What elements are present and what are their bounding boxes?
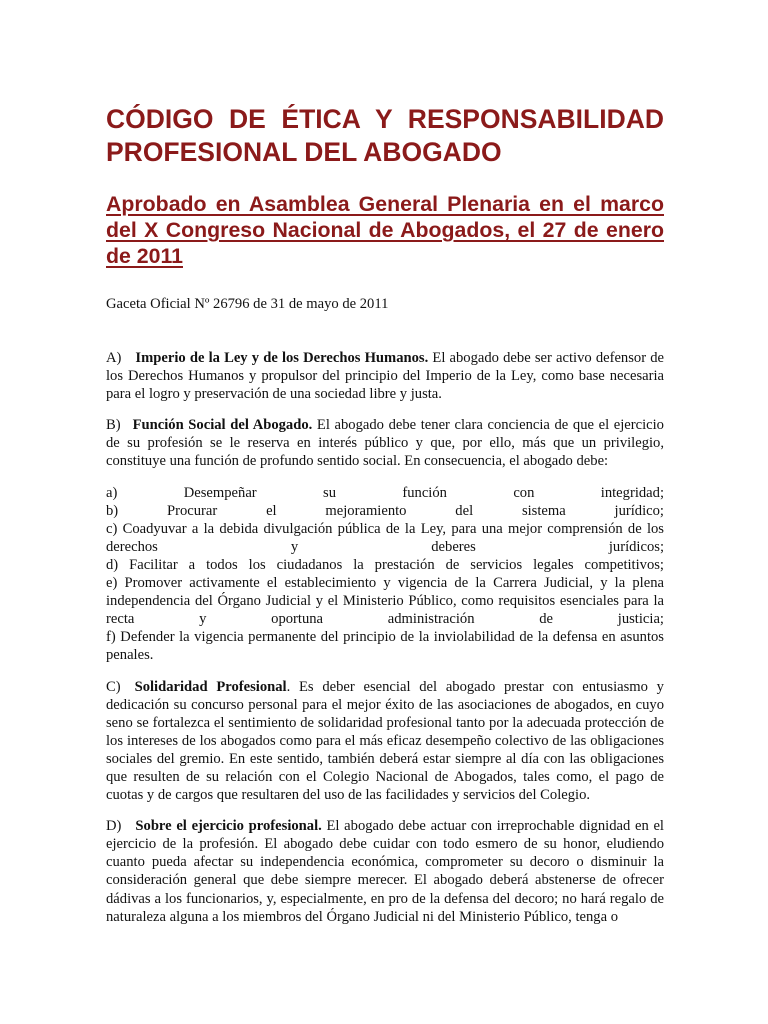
list-item-e [106, 574, 664, 628]
list-item-f-text: Defender la vigencia permanente del principio de la inviolabilidad de la defensa en asuntos penales. [106, 629, 664, 664]
section-b [106, 416, 664, 470]
section-a-heading: Imperio de la Ley y de los Derechos Humanos. [135, 350, 429, 366]
list-item-d-letter: d) [106, 556, 119, 573]
list-item-b [106, 502, 664, 520]
list-item-b-text: Procurar el mejoramiento del sistema jurídico; [167, 502, 664, 519]
section-d [106, 817, 664, 926]
list-item-c [106, 520, 664, 556]
section-b-list [106, 484, 664, 665]
section-a-letter: A) [106, 350, 122, 366]
document-title: CÓDIGO DE ÉTICA Y RESPONSABILIDAD PROFESIONAL DEL ABOGADO [106, 104, 664, 167]
section-b-letter: B) [106, 417, 121, 434]
section-b-heading: Función Social del Abogado. [132, 417, 313, 434]
list-item-d [106, 556, 664, 574]
list-item-a-text: Desempeñar su función con integridad; [183, 484, 664, 501]
section-c [106, 678, 664, 805]
section-d-body: El abogado debe actuar con irreprochable dignidad en el ejercicio de la profesión. El abogado debe cuidar con todo esmero de su honor, eludiendo cuanto pueda afectar su independencia económica, comprometer su decoro o disminuir la consideración general que debe siempre merecer. El abogado deberá abstenerse de ofrecer dádivas a los funcionarios, y, especialmente, en pro de la defensa del decoro; no hará regalo de naturaleza alguna a los miembros del Órgano Judicial ni del Ministerio Público, tenga o [106, 818, 664, 925]
section-c-heading: Solidaridad Profesional [134, 678, 287, 695]
list-item-f [106, 628, 664, 664]
section-c-body: . Es deber esencial del abogado prestar con entusiasmo y dedicación su concurso personal para el mejor éxito de las asociaciones de abogados, en cuyo seno se fortalezca el sentimiento de solidaridad profesional tanto por la adecuada protección de los intereses de los abogados como para el más eficaz desempeño colectivo de las obligaciones sociales del gremio. En este sentido, también deberá estar siempre al día con las obligaciones que resulten de su relación con el Colegio Nacional de Abogados, tales como, el pago de cuotas y de cargos que resultaren del uso de las facilidades y servicios del Colegio. [106, 678, 664, 804]
section-d-heading: Sobre el ejercicio profesional. [135, 818, 322, 835]
list-item-b-letter: b) [106, 502, 119, 519]
list-item-a-letter: a) [106, 484, 118, 501]
section-c-letter: C) [106, 678, 121, 695]
list-item-c-letter: c) [106, 520, 118, 537]
section-b-body: El abogado debe tener clara conciencia de que el ejercicio de su profesión se le reserva en interés público y que, por ello, más que un privilegio, constituye una función de profundo sentido social. En consecuencia, el abogado debe: [106, 417, 664, 470]
list-item-d-text: Facilitar a todos los ciudadanos la prestación de servicios legales competitivos; [129, 556, 664, 573]
gazette-reference: Gaceta Oficial Nº 26796 de 31 de mayo de 2011 [106, 296, 389, 312]
list-item-c-text: Coadyuvar a la debida divulgación pública de la Ley, para una mejor comprensión de los derechos y deberes jurídicos; [106, 520, 664, 555]
list-item-e-letter: e) [106, 575, 118, 592]
section-a [106, 349, 664, 403]
list-item-e-text: Promover activamente el establecimiento y vigencia de la Carrera Judicial, y la plena independencia del Órgano Judicial y el Ministerio Público, como requisitos esenciales para la recta y oportuna administración de justicia; [106, 575, 664, 628]
list-item-f-letter: f) [106, 629, 116, 646]
section-d-letter: D) [106, 818, 122, 835]
document-subtitle: Aprobado en Asamblea General Plenaria en el marco del X Congreso Nacional de Abogados, el 27 de enero de 2011 [106, 192, 664, 268]
list-item-a [106, 484, 664, 502]
section-a-body: El abogado debe ser activo defensor de los Derechos Humanos y propulsor del principio del Imperio de la Ley, como base necesaria para el logro y preservación de una sociedad libre y justa. [106, 350, 664, 403]
